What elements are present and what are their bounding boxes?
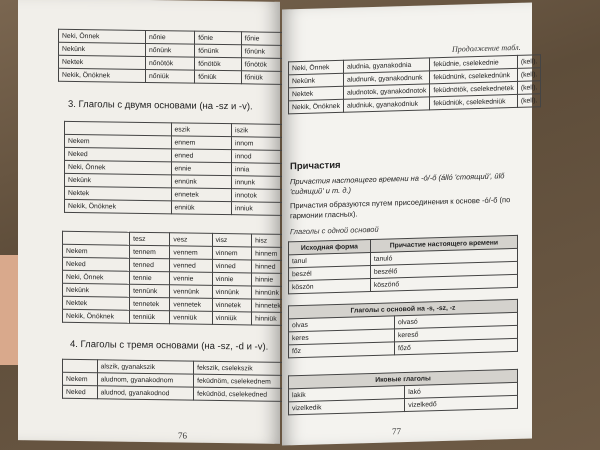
left-page [18,0,280,444]
alszik-cell: feküdnöm, cselekednem [194,374,292,388]
running-head: Продолжение табл. [452,42,521,54]
participle-cell: beszél [289,266,371,281]
left-top-cell: nőnünk [145,43,194,57]
eszik-header-cell: iszik [231,124,287,138]
right-top-cell: (kell). [517,68,541,82]
tesz-cell: hinniük [252,312,292,326]
right-top-cell: feküdnünk, cselekednünk [430,68,517,83]
tesz-cell: tenniük [130,310,170,324]
tesz-cell: venniük [170,311,212,325]
participle-cell: köszön [289,279,371,294]
participle-header-cell: Исходная форма [289,240,371,255]
section4-title: 4. Глаголы с тремя основами (на -sz, -d и -v). [70,338,269,353]
left-top-cell: Neki, Önnek [59,29,146,43]
participle-cell: tanuló [370,248,517,265]
right-top-cell: feküdnötök, cselekednetek [430,81,517,96]
left-top-cell: nőnötök [145,56,194,70]
table-alszik [62,359,292,402]
left-top-cell: főniük [241,71,287,85]
s-stem-header-cell: Глаголы с основой на -s, -sz, -z [289,299,518,318]
tesz-header-cell: visz [212,233,251,247]
alszik-cell: aludnod, gyanakodnod [97,386,194,400]
left-top-table [58,29,288,85]
alszik-cell: Nekem [63,372,98,385]
s-stem-cell: olvas [289,316,395,332]
right-top-cell: aludniuk, gyanakodniuk [343,97,429,112]
eszik-cell: inniuk [231,202,287,216]
tesz-cell: Nekem [63,244,130,258]
eszik-cell: Nekem [65,134,172,148]
right-top-cell: (kell). [517,94,541,108]
right-page [282,3,538,446]
tesz-cell: vinned [212,259,251,273]
tesz-cell: hinnünk [252,286,292,300]
right-top-cell: feküdnie, cselekednie [430,55,517,70]
eszik-cell: enniük [171,201,231,215]
alszik-cell: feküdnöd, cselekedned [194,387,292,401]
right-top-cell: aludnotok, gyanakodnotok [343,84,429,99]
left-top-cell: Nekünk [59,42,146,56]
tesz-cell: hinned [252,260,292,274]
alszik-cell: aludnom, gyanakodnom [97,373,194,387]
tesz-header-cell: hisz [252,234,292,248]
s-stem-cell: főző [394,338,517,354]
eszik-cell: innom [231,137,287,151]
tesz-cell: tennie [130,271,170,285]
participle-cell: köszönő [370,274,517,291]
ik-cell: vizelkedik [289,399,405,415]
tesz-cell: vennem [170,246,212,260]
right-top-cell: Nektek [289,86,344,101]
ik-cell: lakik [289,386,405,402]
tesz-cell: hinnie [252,273,292,287]
table-tesz-vesz [62,231,292,326]
alszik-header-cell: alszik, gyanakszik [97,360,194,374]
ik-table [288,369,518,415]
tesz-cell: Neki, Önnek [63,270,130,284]
participle-cell: tanul [289,253,371,268]
alszik-row [63,385,292,401]
s-stem-cell: olvasó [394,312,517,328]
left-top-cell: Nekik, Önöknek [59,68,146,82]
tesz-cell: tenned [130,258,170,272]
eszik-cell: Nektek [65,186,172,200]
tesz-cell: vennie [170,272,212,286]
tesz-cell: tennünk [130,284,170,298]
eszik-cell: Nekünk [65,173,172,187]
tesz-header-cell: vesz [170,233,212,247]
eszik-cell: Neki, Önnek [65,160,172,174]
s-stem-table [288,299,518,358]
tesz-cell: vinnie [212,272,251,286]
tesz-header-cell: tesz [130,232,170,246]
right-top-cell: aludnunk, gyanakodnunk [343,71,429,86]
left-top-cell: nőnie [145,30,194,44]
tesz-cell: hinnem [252,247,292,261]
tesz-cell: vinniük [212,311,251,325]
section3-title: 3. Глаголы с двумя основами (на -sz и -v). [68,98,253,113]
tesz-cell: vennünk [170,285,212,299]
tesz-cell: Nekünk [63,283,130,297]
tesz-cell: tennetek [130,297,170,311]
eszik-cell: ennetek [171,188,231,202]
participle-header-cell: Причастие настоящего времени [370,235,517,252]
one-stem-heading: Глаголы с одной основой [290,224,379,237]
right-top-cell: Neki, Önnek [289,60,344,75]
eszik-cell: ennünk [171,175,231,189]
eszik-cell: ennie [171,162,231,176]
ik-cell: lakó [405,382,518,398]
alszik-cell: Neked [63,385,98,398]
tesz-header-cell [63,231,130,245]
participle-cell: beszélő [370,261,517,278]
eszik-cell: Nekik, Önöknek [65,199,172,213]
tesz-row [63,309,292,325]
tesz-cell: Nekik, Önöknek [63,309,130,323]
tesz-cell: Neked [63,257,130,271]
right-top-cell: aludnia, gyanakodnia [343,58,429,73]
participles-subtitle: Причастия настоящего времени на -ó/-ő (álló 'стоящий', ülő 'сидящий' и т. д.) [290,171,505,197]
left-top-cell: nőniük [145,69,194,83]
tesz-cell: tennem [130,245,170,259]
eszik-cell: ennem [171,136,231,150]
participle-table [288,235,518,294]
eszik-row [65,199,288,215]
eszik-cell: innod [231,150,287,164]
right-top-cell: Nekik, Önöknek [289,99,344,114]
left-top-cell: Nektek [59,55,146,69]
left-top-cell: főniük [195,70,241,84]
left-top-cell: főnötök [241,58,287,72]
tesz-cell: vinnetek [212,298,251,312]
right-top-cell: feküdniük, cselekedniük [430,94,517,109]
s-stem-cell: főz [289,342,395,358]
s-stem-cell: kereső [394,325,517,341]
page-number-right: 77 [392,426,401,437]
eszik-cell: Neked [65,147,172,161]
page-number-left: 76 [178,430,187,441]
eszik-cell: innotok [231,189,287,203]
left-top-cell: főnie [195,31,241,45]
alszik-header-cell [63,359,98,372]
tesz-cell: vennetek [170,298,212,312]
tesz-cell: hinnetek [252,299,292,313]
participles-paragraph: Причастия образуются путем присоединения к основе -ó/-ő (по гармонии гласных). [290,195,511,221]
eszik-cell: innunk [231,176,287,190]
tesz-cell: vinnünk [212,285,251,299]
left-top-cell: főnie [241,32,287,46]
right-top-cell: Nekünk [289,73,344,88]
alszik-header-cell: fekszik, cselekszik [194,361,292,375]
left-top-cell: főnötök [195,57,241,71]
ik-header-cell: Иковые глаголы [289,369,518,388]
ik-cell: vizelkedő [405,395,518,411]
left-top-cell: főnünk [241,45,287,59]
tesz-cell: Nektek [63,296,130,310]
tesz-cell: vinnem [212,246,251,260]
s-stem-cell: keres [289,329,395,345]
right-top-cell: (kell). [517,81,541,95]
eszik-cell: innia [231,163,287,177]
tesz-cell: venned [170,259,212,273]
right-top-table [288,54,541,114]
eszik-cell: enned [171,149,231,163]
eszik-header-cell: eszik [171,123,231,137]
right-top-cell: (kell). [517,55,541,69]
participles-title: Причастия [290,159,341,173]
table-eszik-iszik [64,121,288,216]
left-top-cell: főnünk [195,44,241,58]
left-top-row [59,68,288,84]
